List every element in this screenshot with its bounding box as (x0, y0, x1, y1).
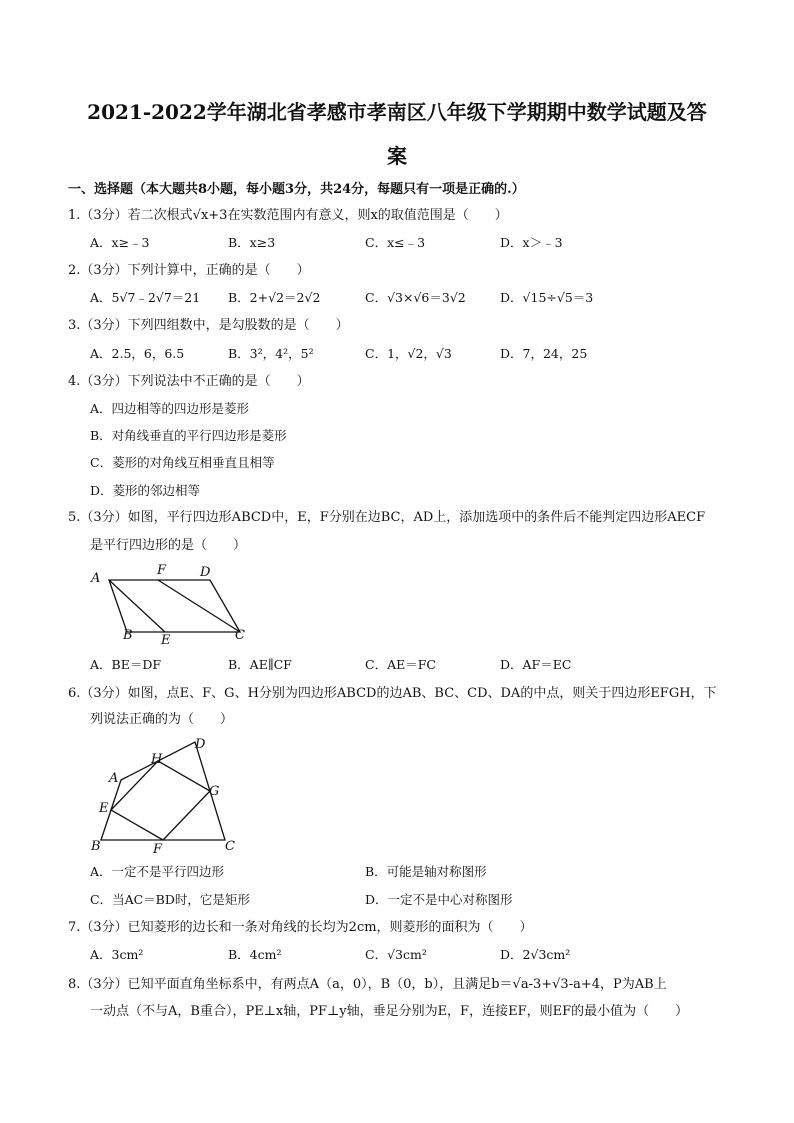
question-4-stem: 4.（3分）下列说法中不正确的是（ ） (68, 374, 310, 389)
label-c: C (235, 628, 245, 643)
q1-option-d: D．x＞﹣3 (500, 235, 563, 250)
q3-option-c: C．1，√2，√3 (365, 346, 452, 361)
parallelogram-figure (85, 560, 260, 650)
label-d: D (200, 565, 211, 580)
parallelogram-abcd (109, 580, 240, 632)
q4-option-a: A．四边相等的四边形是菱形 (90, 401, 250, 416)
quadrilateral-efgh (111, 761, 210, 840)
q4-option-c: C．菱形的对角线互相垂直且相等 (90, 455, 275, 470)
q6-option-b: B．可能是轴对称图形 (365, 864, 487, 879)
question-8-stem-cont: 一动点（不与A，B重合），PE⊥x轴，PF⊥y轴，垂足分别为E，F，连接EF，则EF的最小值为（ ） (90, 1004, 689, 1019)
q1-option-a: A．x≥﹣3 (90, 235, 150, 250)
question-5-stem-cont: 是平行四边形的是（ ） (90, 538, 247, 553)
q5-option-a: A．BE＝DF (90, 657, 162, 672)
label-g: G (209, 784, 220, 799)
q7-option-a: A．3cm² (90, 947, 144, 962)
q4-option-d: D．菱形的邻边相等 (90, 483, 201, 498)
label-e: E (161, 633, 171, 648)
label-b: B (91, 839, 101, 854)
question-6-stem-cont: 列说法正确的为（ ） (90, 712, 234, 727)
q5-option-c: C．AE＝FC (365, 657, 436, 672)
q1-option-b: B．x≥3 (228, 235, 276, 250)
label-d: D (195, 737, 206, 752)
question-1-stem: 1.（3分）若二次根式√x+3在实数范围内有意义，则x的取值范围是（ ） (68, 208, 508, 223)
q7-option-c: C．√3cm² (365, 947, 427, 962)
label-b: B (123, 628, 133, 643)
q2-option-c: C．√3×√6＝3√2 (365, 290, 466, 305)
label-e: E (99, 801, 109, 816)
q7-option-b: B．4cm² (228, 947, 282, 962)
label-h: H (151, 752, 163, 767)
segment-fc (158, 580, 240, 632)
question-5-stem: 5.（3分）如图，平行四边形ABCD中，E，F分别在边BC，AD上，添加选项中的条件后不能判定四边形AECF (68, 510, 706, 525)
label-c: C (225, 839, 235, 854)
q6-option-d: D．一定不是中心对称图形 (365, 892, 513, 907)
q2-option-d: D．√15÷√5＝3 (500, 290, 594, 305)
label-a: A (91, 571, 101, 586)
q3-option-b: B．3²，4²，5² (228, 346, 314, 361)
question-3-stem: 3.（3分）下列四组数中，是勾股数的是（ ） (68, 318, 349, 333)
quadrilateral-figure (85, 730, 250, 855)
question-2-stem: 2.（3分）下列计算中，正确的是（ ） (68, 263, 310, 278)
q2-option-b: B．2+√2＝2√2 (228, 290, 321, 305)
q3-option-d: D．7，24，25 (500, 346, 588, 361)
q4-option-b: B．对角线垂直的平行四边形是菱形 (90, 428, 287, 443)
page-title: 2021-2022学年湖北省孝感市孝南区八年级下学期期中数学试题及答 (87, 100, 707, 124)
question-8-stem: 8.（3分）已知平面直角坐标系中，有两点A（a，0），B（0，b），且满足b＝√a-3+√3-a+4，P为AB上 (68, 977, 667, 992)
q6-option-c: C．当AC＝BD时，它是矩形 (90, 892, 250, 907)
quadrilateral-abcd (101, 742, 225, 840)
q2-option-a: A．5√7﹣2√7＝21 (90, 290, 201, 305)
label-f: F (157, 563, 167, 578)
q1-option-c: C．x≤﹣3 (365, 235, 426, 250)
label-a: A (109, 771, 119, 786)
q5-option-d: D．AF＝EC (500, 657, 572, 672)
q7-option-d: D．2√3cm² (500, 947, 571, 962)
q5-option-b: B．AE∥CF (228, 657, 292, 672)
question-6-stem: 6.（3分）如图，点E、F、G、H分别为四边形ABCD的边AB、BC、CD、DA的中点，则关于四边形EFGH，下 (68, 686, 717, 701)
q3-option-a: A．2.5，6，6.5 (90, 346, 185, 361)
label-f: F (153, 842, 163, 855)
section-heading: 一、选择题（本大题共8小题，每小题3分，共24分，每题只有一项是正确的.） (68, 182, 525, 197)
question-7-stem: 7.（3分）已知菱形的边长和一条对角线的长均为2cm，则菱形的面积为（ ） (68, 920, 533, 935)
page-title-cont: 案 (387, 144, 407, 168)
q6-option-a: A．一定不是平行四边形 (90, 864, 225, 879)
